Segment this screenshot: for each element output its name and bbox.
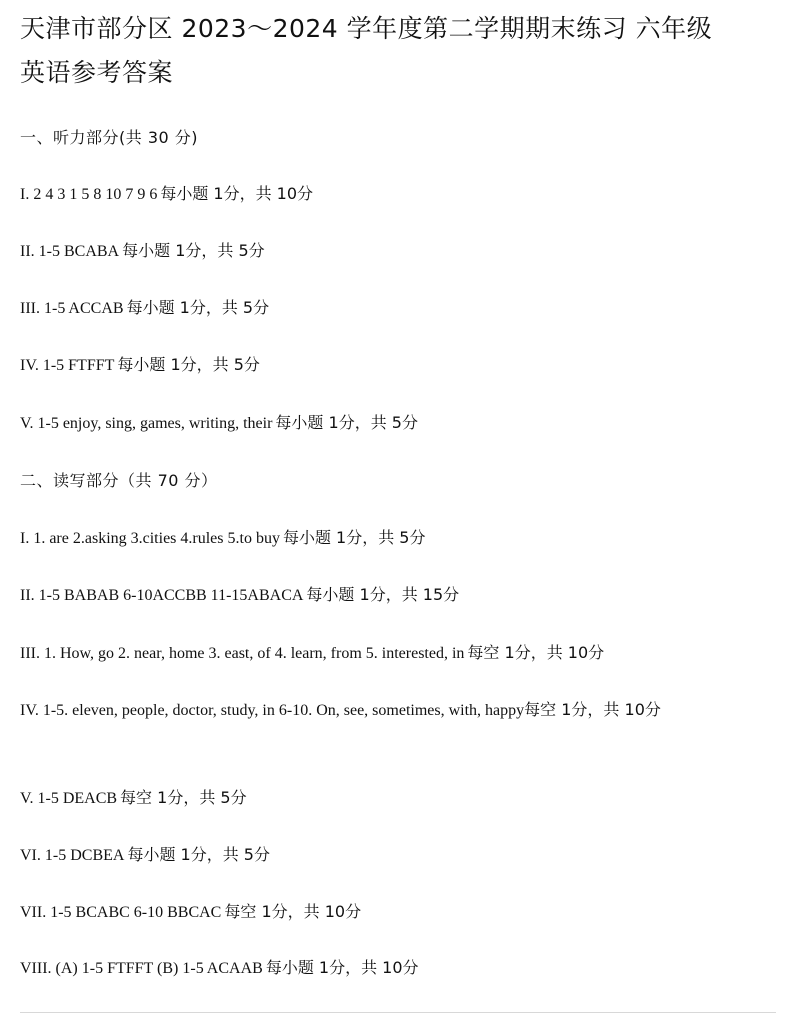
score-text: 每空 1分，共 10分 — [467, 643, 605, 662]
reading-writing-item-2 — [20, 585, 459, 606]
page-bottom-divider — [20, 1012, 776, 1013]
listening-item-2 — [20, 241, 265, 262]
answer-text: V. 1-5 enjoy, sing, games, writing, their — [20, 415, 273, 432]
answer-text: IV. 1-5. eleven, people, doctor, study, in 6-10. On, see, sometimes, with, happy — [20, 702, 525, 719]
answer-text: III. 1. How, go 2. near, home 3. east, of 4. learn, from 5. interested, in — [20, 645, 465, 662]
reading-writing-item-7 — [20, 902, 361, 923]
answer-text: II. 1-5 BABAB 6-10ACCBB 11-15ABACA — [20, 587, 304, 604]
listening-item-3 — [20, 298, 269, 319]
reading-writing-section-heading: 二、读写部分（共 70 分） — [20, 471, 218, 490]
document-title-line-1: 天津市部分区 2023～2024 学年度第二学期期末练习 六年级 — [20, 14, 713, 43]
answer-text: V. 1-5 DEACB — [20, 790, 118, 807]
answer-text: VII. 1-5 BCABC 6-10 BBCAC — [20, 904, 222, 921]
answer-text: IV. 1-5 FTFFT — [20, 357, 115, 374]
listening-item-4 — [20, 355, 260, 376]
listening-section-heading: 一、听力部分(共 30 分) — [20, 128, 199, 147]
score-text: 每小题 1分，共 5分 — [126, 298, 270, 317]
score-text: 每小题 1分，共 5分 — [117, 355, 260, 374]
score-text: 每空 1分，共 10分 — [224, 902, 362, 921]
answer-text: VIII. (A) 1-5 FTFFT (B) 1-5 ACAAB — [20, 960, 263, 977]
answer-text: II. 1-5 BCABA — [20, 243, 120, 260]
answer-text: I. 1. are 2.asking 3.cities 4.rules 5.to buy — [20, 530, 280, 547]
listening-item-5 — [20, 413, 418, 434]
listening-item-1 — [20, 184, 313, 205]
reading-writing-item-6 — [20, 845, 270, 866]
score-text: 每小题 1分，共 5分 — [282, 528, 426, 547]
score-text: 每小题 1分，共 5分 — [122, 241, 265, 260]
answer-text: VI. 1-5 DCBEA — [20, 847, 125, 864]
reading-writing-item-3 — [20, 643, 604, 664]
reading-writing-item-5 — [20, 788, 247, 809]
score-text: 每小题 1分，共 15分 — [306, 585, 460, 604]
document-title-line-2: 英语参考答案 — [20, 58, 174, 87]
answer-text: I. 2 4 3 1 5 8 10 7 9 6 — [20, 186, 158, 203]
reading-writing-item-1 — [20, 528, 426, 549]
score-text: 每小题 1分，共 5分 — [275, 413, 418, 432]
reading-writing-item-4 — [20, 696, 778, 725]
reading-writing-item-8 — [20, 958, 419, 979]
score-text: 每小题 1分，共 10分 — [160, 184, 314, 203]
score-text: 每小题 1分，共 5分 — [127, 845, 270, 864]
score-text: 每空 1分，共 10分 — [524, 700, 661, 719]
score-text: 每空 1分，共 5分 — [120, 788, 247, 807]
score-text: 每小题 1分，共 10分 — [265, 958, 419, 977]
answer-text: III. 1-5 ACCAB — [20, 300, 124, 317]
